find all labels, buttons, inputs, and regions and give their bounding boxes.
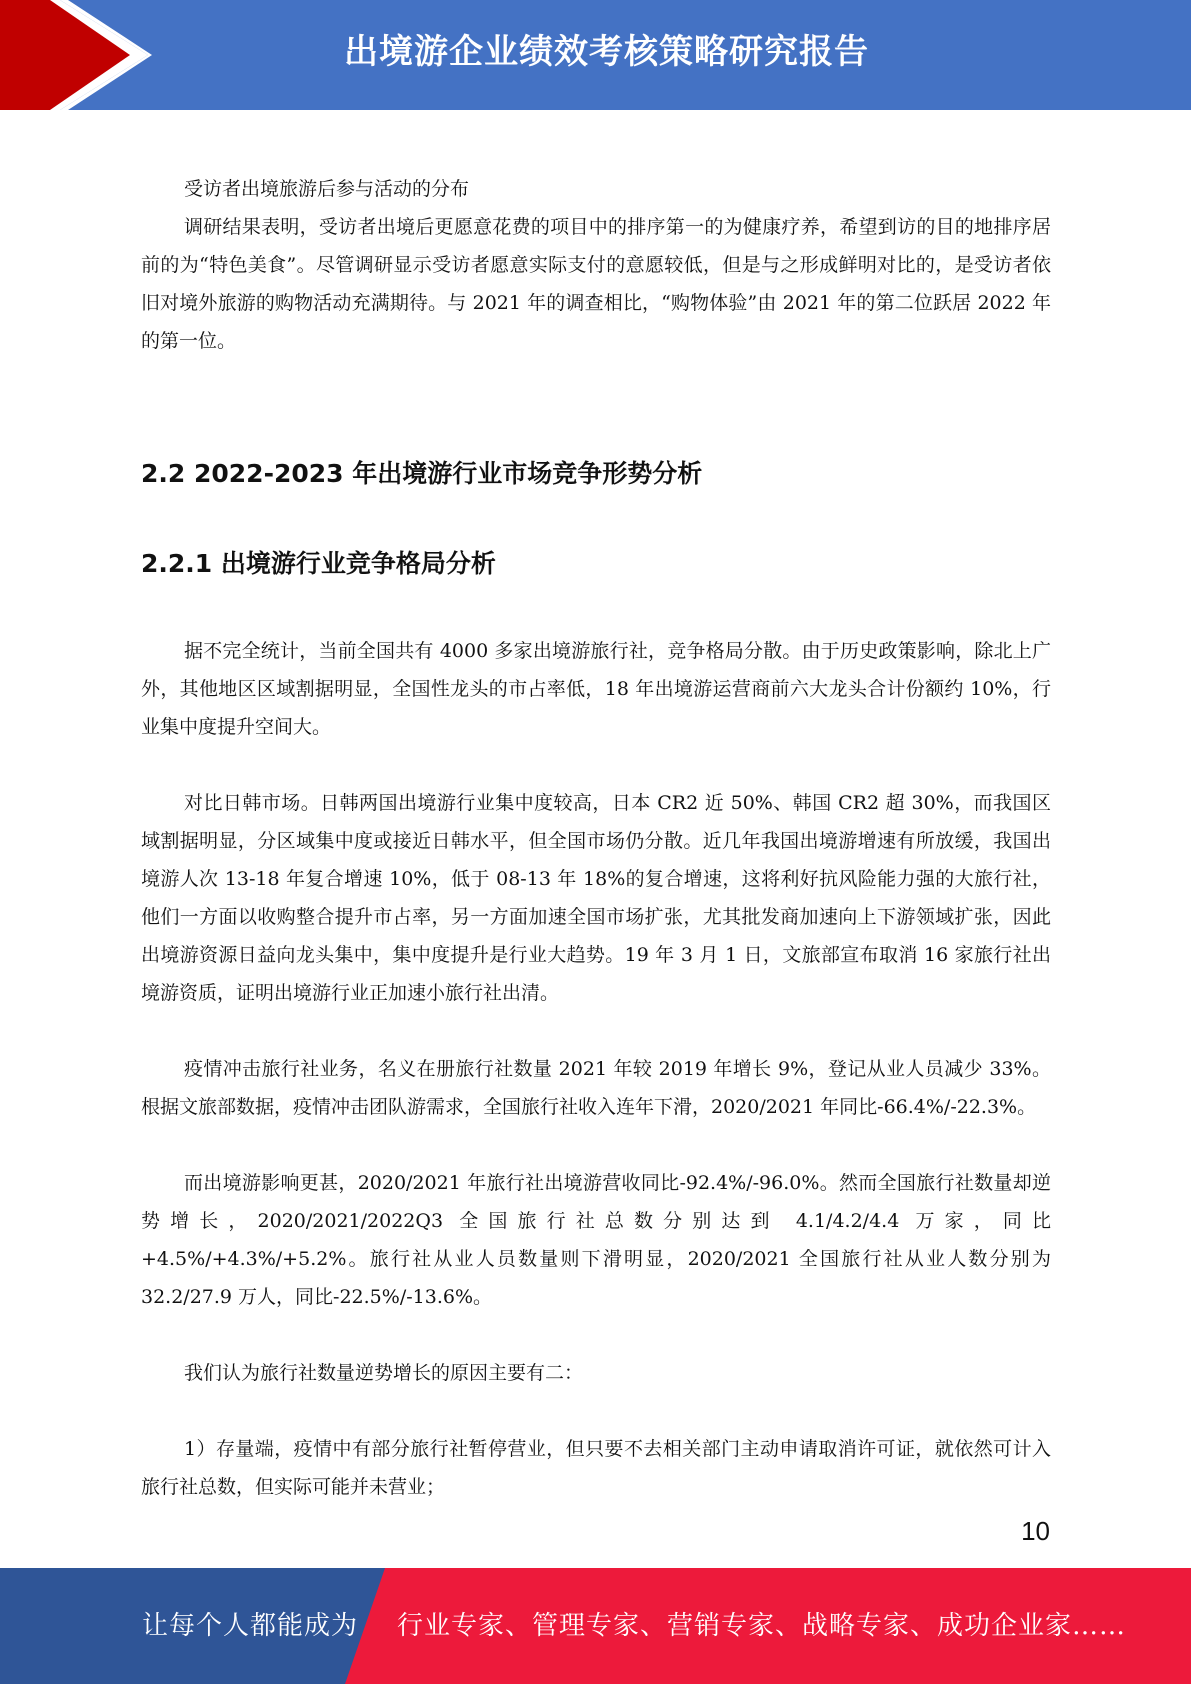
paragraph-competition-landscape: 据不完全统计，当前全国共有 4000 多家出境游旅行社，竞争格局分散。由于历史政策影响，除北上广外，其他地区区域割据明显，全国性龙头的市占率低，18 年出境游运营商前六大龙头合计份额约 10%，行业集中度提升空间大。: [141, 640, 1051, 738]
paragraph-pandemic-impact: 疫情冲击旅行社业务，名义在册旅行社数量 2021 年较 2019 年增长 9%，登记从业人员减少 33%。根据文旅部数据，疫情冲击团队游需求，全国旅行社收入连年下滑，2020/2021 年同比-66.4%/-22.3%。: [141, 1058, 1051, 1118]
footer-slogan-right: 行业专家、管理专家、营销专家、战略专家、成功企业家……: [397, 1611, 1127, 1641]
document-body: [141, 170, 1051, 1506]
paragraph-reason-one: 1）存量端，疫情中有部分旅行社暂停营业，但只要不去相关部门主动申请取消许可证，就依然可计入旅行社总数，但实际可能并未营业；: [141, 1438, 1051, 1498]
paragraph-outbound-revenue: 而出境游影响更甚，2020/2021 年旅行社出境游营收同比-92.4%/-96.0%。然而全国旅行社数量却逆势增长，2020/2021/2022Q3 全国旅行社总数分别达到 4.1/4.2/4.4 万家，同比+4.5%/+4.3%/+5.2%。旅行社从业人员数量则下滑明显，2020/2021 全国旅行社从业人数分别为 32.2/27.9 万人，同比-22.5%/-13.6%。: [141, 1172, 1051, 1308]
header-title: 出境游企业绩效考核策略研究报告: [344, 32, 869, 72]
footer-slogan-left: 让每个人都能成为: [142, 1611, 359, 1641]
section-heading-2-2: 2.2 2022-2023 年出境游行业市场竞争形势分析: [141, 459, 703, 488]
page-number: 10: [1021, 1516, 1050, 1546]
paragraph-japan-korea-comparison: 对比日韩市场。日韩两国出境游行业集中度较高，日本 CR2 近 50%、韩国 CR2 超 30%，而我国区域割据明显，分区域集中度或接近日韩水平，但全国市场仍分散。近几年我国出境游增速有所放缓，我国出境游人次 13-18 年复合增速 10%，低于 08-13 年 18%的复合增速，这将利好抗风险能力强的大旅行社，他们一方面以收购整合提升市占率，另一方面加速全国市场扩张，尤其批发商加速向上下游领域扩张，因此出境游资源日益向龙头集中，集中度提升是行业大趋势。19 年 3 月 1 日，文旅部宣布取消 16 家旅行社出境游资质，证明出境游行业正加速小旅行社出清。: [141, 792, 1051, 1004]
paragraph-survey: 调研结果表明，受访者出境后更愿意花费的项目中的排序第一的为健康疗养，希望到访的目的地排序居前的为“特色美食”。尽管调研显示受访者愿意实际支付的意愿较低，但是与之形成鲜明对比的，是受访者依旧对境外旅游的购物活动充满期待。与 2021 年的调查相比，“购物体验”由 2021 年的第二位跃居 2022 年的第一位。: [141, 216, 1051, 352]
page-footer: [0, 1568, 1191, 1684]
paragraph-reasons-intro: 我们认为旅行社数量逆势增长的原因主要有二：: [184, 1362, 584, 1384]
section-heading-2-2-1: 2.2.1 出境游行业竞争格局分析: [141, 549, 496, 578]
page-header: [0, 0, 1191, 110]
figure-caption: 受访者出境旅游后参与活动的分布: [184, 178, 470, 200]
